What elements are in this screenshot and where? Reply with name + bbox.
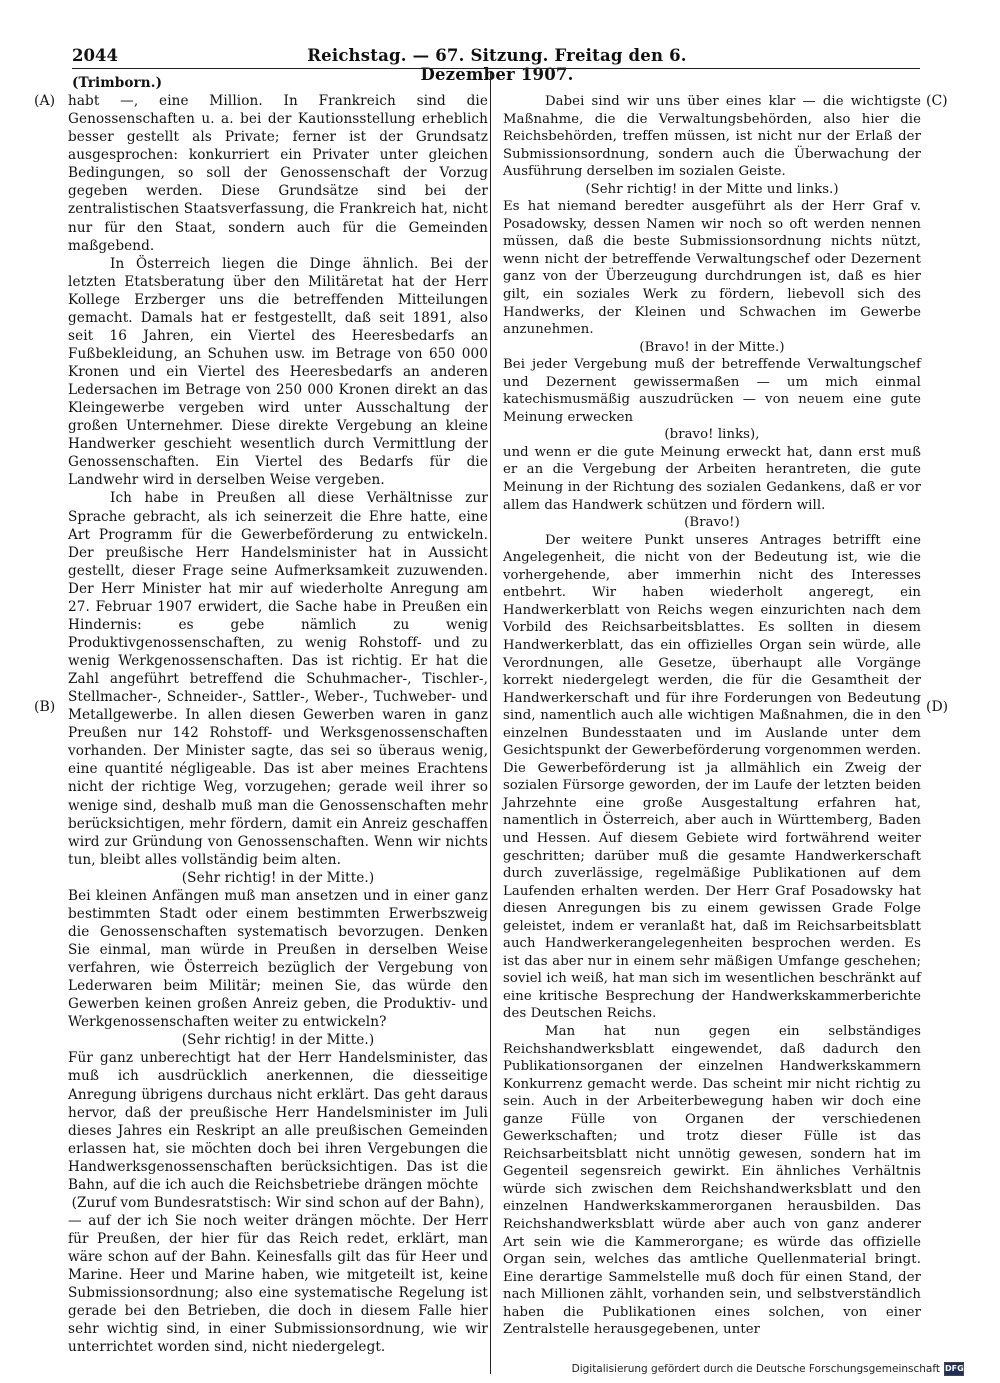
interjection: (Sehr richtig! in der Mitte und links.) bbox=[585, 181, 839, 197]
margin-marker-d: (D) bbox=[926, 699, 949, 715]
digitization-credit bbox=[572, 1362, 964, 1376]
interjection: (Bravo! in der Mitte.) bbox=[639, 339, 785, 355]
speaker-name: (Trimborn.) bbox=[72, 75, 163, 91]
paragraph: Für ganz unberechtigt hat der Herr Handelsminister, das muß ich ausdrücklich anerkennen, die diesseitige Anregung übrigens durchaus nicht erklärt. Das geht daraus hervor, daß der preußische Herr Handelsminister im Juli dieses Jahres ein Reskript an alle preußischen Gemeinden erlassen hat, sie möchten doch bei ihren Vergebungen die Handwerksgenossenschaften berücksichtigen. Das ist die Bahn, auf die ich auch die Reichsbetriebe drängen möchte bbox=[68, 1050, 488, 1193]
paragraph: Bei kleinen Anfängen muß man ansetzen und in einer ganz bestimmten Stadt oder einem bestimmten Erwerbszweig die Genossenschaften systematisch bevorzugen. Denken Sie einmal, man würde in Preußen in derselben Weise verfahren, wie Österreich bezüglich der Vergebung von Lederwaren beim Militär; meinen Sie, das würde den Gewerben keinen großen Anreiz geben, die Produktiv- und Werkgenossenschaften weiter zu entwickeln? bbox=[68, 887, 488, 1031]
margin-marker-a: (A) bbox=[34, 93, 56, 109]
paragraph: Man hat nun gegen ein selbständiges Reichshandwerksblatt eingewendet, daß dadurch den Publikationsorganen der einzelnen Handwerkskammern Konkurrenz gemacht werde. Das scheint mir nicht richtig zu sein. Auch in der Arbeiterbewegung haben wir doch eine ganze Fülle von Organen der verschiedenen Gewerkschaften; und trotz dieser Fülle ist das Reichsarbeitsblatt nicht unnötig gewesen, sondern hat im Gegenteil segensreich gewirkt. Ein ähnliches Verhältnis würde sich zwischen dem Reichshandwerksblatt und den einzelnen Handwerkskammerorganen herausbilden. Das Reichshandwerksblatt würde aber auch von ganz anderer Art sein wie die Kammerorgane; es würde das offizielle Organ sein, welches das amtliche Quellenmaterial bringt. Eine derartige Sammelstelle muß doch für einen Stand, der nach Millionen zählt, vorhanden sein, und selbstverständlich haben die Publikationen eines solchen, von einer Zentralstelle herausgegebenen, unter bbox=[503, 1023, 921, 1338]
column-divider bbox=[490, 72, 491, 1374]
dfg-logo-icon: DFG bbox=[944, 1362, 964, 1376]
paragraph: Ich habe in Preußen all diese Verhältnisse zur Sprache gebracht, als ich seinerzeit die Ehre hatte, eine Art Programm für die Gewerbeförderung zu entwickeln. Der preußische Herr Handelsminister hat in Aussicht gestellt, dieser Frage seine Aufmerksamkeit zuzuwenden. Der Herr Minister hat mir auf wiederholte Anregung am 27. Februar 1907 erwidert, die Sache habe in Preußen ein Hindernis: es gebe nämlich zu wenig Produktivgenossenschaften, zu wenig Rohstoff- und zu wenig Werkgenossenschaften. Das ist richtig. Er hat die Zahl angeführt betreffend die Schuhmacher-, Tischler-, Stellmacher-, Schneider-, Sattler-, Weber-, Tuchweber- und Metallgewerbe. In allen diesen Gewerben waren in ganz Preußen nur 142 Rohstoff- und Werksgenossenschaften vorhanden. Der Minister sagte, das sei so überaus wenig, eine quantité négligeable. Das ist aber meines Erachtens nicht der richtige Weg, vorzugehen; gerade weil ihrer so wenige sind, deshalb muß man die Genossenschaften mehr berücksichtigen, mehr fördern, damit ein Anreiz geschaffen wird zur Gründung von Genossenschaften. Wenn wir nichts tun, bleibt alles vollständig beim alten. bbox=[68, 490, 488, 868]
paragraph: und wenn er die gute Meinung erweckt hat, dann erst muß er an die Vergebung der Arbeiten herantreten, die gute Meinung in der Richtung des sozialen Gedankens, daß er vor allem das Handwerk schützen und fördern will. bbox=[503, 444, 921, 513]
paragraph: Dabei sind wir uns über eines klar — die wichtigste Maßnahme, die die Verwaltungsbehörden, also hier die Reichsbehörden, treffen müssen, ist nicht nur der Erlaß der Submissionsordnung, sondern auch die Überwachung der Ausführung derselben im sozialen Geiste. bbox=[503, 94, 921, 180]
paragraph: Bei jeder Vergebung muß der betreffende Verwaltungschef und Dezernent gewissermaßen — um mich einmal katechismusmäßig auszudrücken — von neuem eine gute Meinung erwecken bbox=[503, 357, 921, 425]
running-title: Reichstag. — 67. Sitzung. Freitag den 6. Dezember 1907. bbox=[307, 46, 687, 84]
page-number: 2044 bbox=[72, 46, 118, 65]
margin-marker-b: (B) bbox=[34, 699, 56, 715]
left-column bbox=[68, 74, 488, 1356]
interjection: (Sehr richtig! in der Mitte.) bbox=[181, 869, 375, 886]
interjection: (Zuruf vom Bundesratstisch: Wir sind schon auf der Bahn), bbox=[71, 1194, 485, 1211]
header-rule bbox=[72, 68, 920, 69]
credit-text: Digitalisierung gefördert durch die Deutsche Forschungsgemeinschaft bbox=[571, 1363, 940, 1375]
right-column bbox=[503, 74, 921, 1339]
paragraph: Es hat niemand beredter ausgeführt als der Herr Graf v. Posadowsky, dessen Namen wir noch so oft werden nennen müssen, daß die beste Submissionsordnung nichts nützt, wenn nicht der betreffende Verwaltungschef oder Dezernent ganz von der Überzeugung durchdrungen ist, daß es hier gilt, ein soziales Werk zu fördern, liebevoll sich des Handwerks, der Kleinen und Schwachen im Gewerbe anzunehmen. bbox=[503, 199, 921, 338]
paragraph: In Österreich liegen die Dinge ähnlich. Bei der letzten Etatsberatung über den Militäretat hat der Herr Kollege Erzberger uns die betreffenden Mitteilungen gemacht. Damals hat er festgestellt, daß seit 1891, also seit 16 Jahren, ein Viertel des Heeresbedarfs an Fußbekleidung, an Schuhen usw. im Betrage von 650 000 Kronen und ein Viertel des Heeresbedarfs an anderen Ledersachen im Betrage von 250 000 Kronen direkt an das Kleingewerbe vergeben wird unter Ausschaltung der großen Unternehmer. Diese direkte Vergebung an kleine Handwerker geschieht wesentlich durch Vermittlung der Genossenschaften. Ein Viertel des Bedarfs für die Landwehr wird in derselben Weise vergeben. bbox=[68, 255, 488, 489]
interjection: (Bravo!) bbox=[684, 515, 740, 531]
interjection: (bravo! links), bbox=[664, 427, 760, 443]
margin-marker-c: (C) bbox=[926, 93, 948, 109]
paragraph: — auf der ich Sie noch weiter drängen möchte. Der Herr für Preußen, der hier für das Reich redet, erklärt, man wäre schon auf der Bahn. Keinesfalls gilt das für Heer und Marine. Heer und Marine haben, wie mitgeteilt ist, keine Submissionsordnung; also eine systematische Regelung ist gerade bei den Betrieben, die doch in diesem Falle hier sehr wichtig sind, in einer Submissionsordnung, wie wir unterrichtet worden sind, nicht niedergelegt. bbox=[68, 1212, 488, 1356]
paragraph: Der weitere Punkt unseres Antrages betrifft eine Angelegenheit, die nicht von der Bedeutung ist, wie die vorhergehende, aber immerhin nicht des Interesses entbehrt. Wir haben wiederholt angeregt, ein Handwerkerblatt von Reichs wegen einzurichten nach dem Vorbild des Reichsarbeitsblattes. Es sollten in diesem Handwerkerblatt, das ein offizielles Organ sein würde, alle Verordnungen, alle Gesetze, überhaupt alle Vorgänge korrekt niedergelegt werden, die für die Gesamtheit der Handwerkerschaft und für ihre Forderungen von Bedeutung sind, namentlich auch alle wichtigen Maßnahmen, die in den einzelnen Bundesstaaten und im Auslande unter dem Gesichtspunkt der Gewerbeförderung vorgenommen werden. Die Gewerbeförderung ist ja allmählich ein Zweig der sozialen Fürsorge geworden, der im Laufe der letzten beiden Jahrzehnte eine große Ausgestaltung erfahren hat, namentlich in Österreich, aber auch in Württemberg, Baden und Hessen. Auf diesem Gebiete wird fortwährend weiter geschritten; darüber muß die gesamte Handwerkerschaft durch zuverlässige, regelmäßige Publikationen auf dem Laufenden erhalten werden. Der Herr Graf Posadowsky hat diesen Anregungen bis zu einem gewissen Grade Folge geleistet, indem er veranlaßt hat, daß im Reichsarbeitsblatt auch Handwerkerangelegenheiten besprochen werden. Es ist das aber nur in einem sehr mäßigen Umfange geschehen; soviel ich weiß, hat man sich im wesentlichen beschränkt auf eine kritische Besprechung der Handwerkskammerberichte des Deutschen Reichs. bbox=[503, 532, 921, 1022]
interjection: (Sehr richtig! in der Mitte.) bbox=[181, 1032, 375, 1049]
paragraph: habt —, eine Million. In Frankreich sind die Genossenschaften u. a. bei der Kautionsstellung erheblich besser gestellt als Private; ferner ist der Grundsatz ausgesprochen: konkurriert ein Privater unter gleichen Bedingungen, so soll der Genossenschaft der Vorzug gegeben werden. Diese Grundsätze sind bei der zentralistischen Staatsverfassung, die Frankreich hat, nicht nur für den Staat, sondern auch für die Gemeinden maßgebend. bbox=[68, 93, 488, 254]
